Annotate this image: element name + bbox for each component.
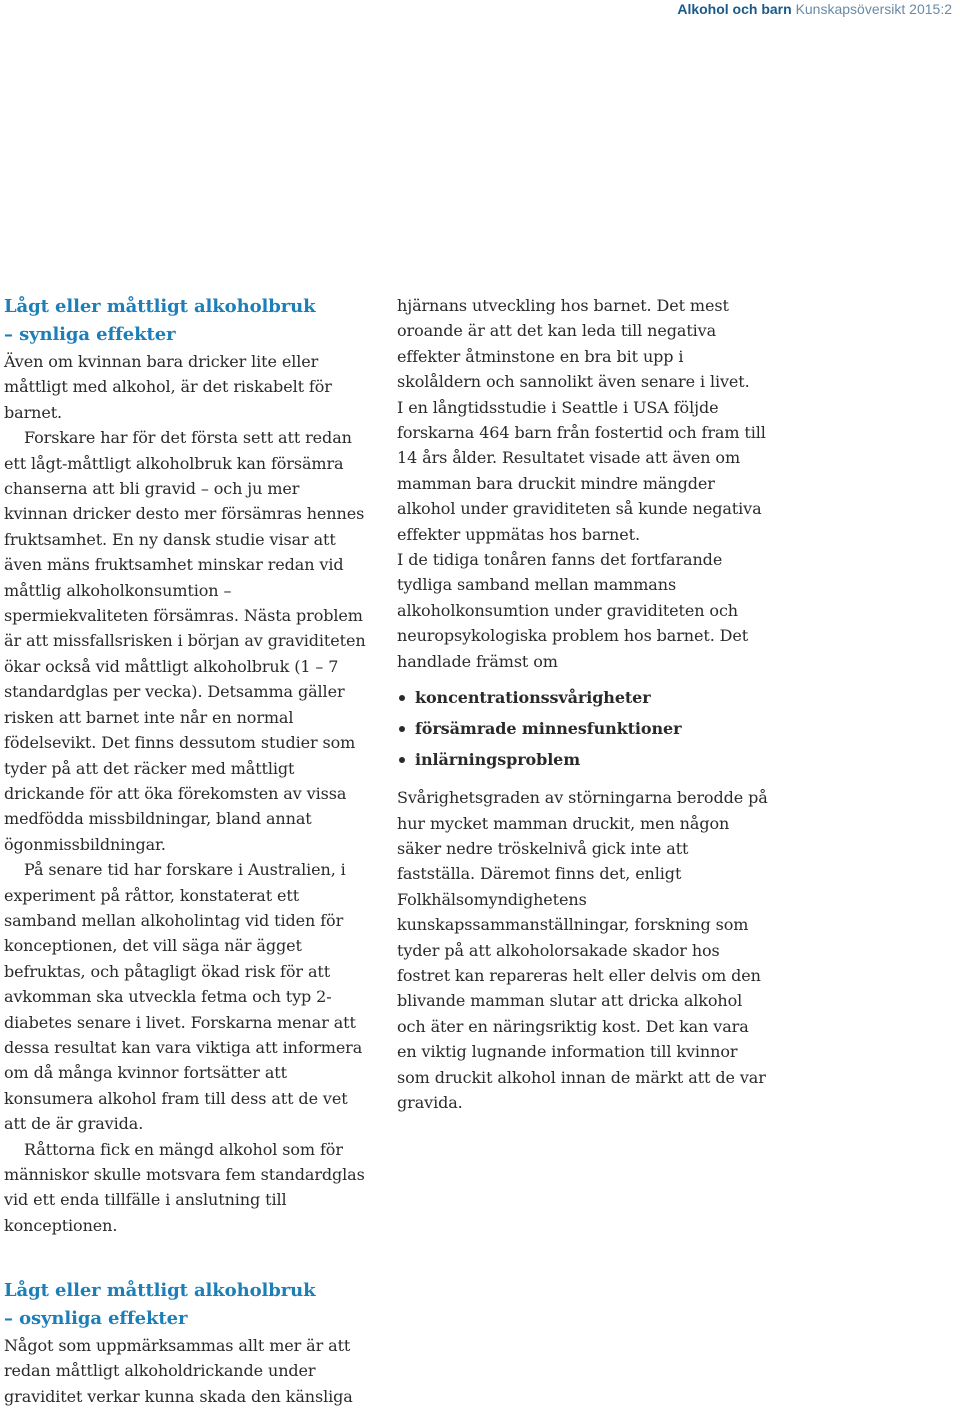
symptom-list — [397, 682, 769, 775]
body-paragraph: Svårighetsgraden av störningarna berodde på hur mycket mamman druckit, men någon säker nedre tröskelnivå gick inte att fastställa. Däremot finns det, enligt Folkhälsomyndighetens kunskapssammanställningar, forskning som tyder på att alkoholorsakade skador hos fostret kan repareras helt eller delvis om den blivande mamman slutar att dricka alkohol och äter en näringsriktig kost. Det kan vara en viktig lugnande information till kvinnor som druckit alkohol innan de märkt att de var gravida. — [397, 788, 768, 1112]
body-paragraph: I de tidiga tonåren fanns det fortfarande tydliga samband mellan mammans alkoholkonsumtion under graviditeten och neuropsykologiska problem hos barnet. Det handlade främst om — [397, 550, 749, 671]
body-paragraph: På senare tid har forskare i Australien, i experiment på råttor, konstaterat ett samband mellan alkoholintag vid tiden för konceptionen, det vill säga när ägget befruktas, och påtagligt ökad risk för att avkomman ska utveckla fetma och typ 2-diabetes senare i livet. Forskarna menar att dessa resultat kan vara viktiga att informera om då många kvinnor fortsätter att konsumera alkohol fram till dess att de vet att de är gravida. — [4, 860, 363, 1134]
header-subtitle: Kunskapsöversikt 2015:2 — [795, 1, 952, 17]
body-paragraph: I en långtidsstudie i Seattle i USA följde forskarna 464 barn från fostertid och fram till 14 års ålder. Resultatet visade att även om mamman bara druckit mindre mängder alkohol under graviditeten så kunde negativa effekter uppmätas hos barnet. — [397, 397, 766, 544]
right-column — [397, 293, 769, 1115]
left-column-bottom — [4, 1277, 370, 1409]
list-item: inlärningsproblem — [397, 744, 769, 775]
running-header — [677, 0, 952, 18]
list-item: koncentrationssvårigheter — [397, 682, 769, 713]
section-heading-visible-effects — [4, 293, 366, 349]
body-paragraph: hjärnans utveckling hos barnet. Det mest oroande är att det kan leda till negativa effekter åtminstone en bra bit upp i skolåldern och sannolikt även senare i livet. — [397, 296, 750, 392]
heading-line-1: Lågt eller måttligt alkoholbruk — [4, 1280, 316, 1301]
heading-line-2: – osynliga effekter — [4, 1308, 188, 1329]
body-paragraph: Forskare har för det första sett att redan ett lågt-måttligt alkoholbruk kan försämra chanserna att bli gravid – och ju mer kvinnan dricker desto mer försämras hennes fruktsamhet. En ny dansk studie visar att även mäns fruktsamhet minskar redan vid måttlig alkoholkonsumtion – spermiekvaliteten försämras. Nästa problem är att missfallsrisken i början av graviditeten ökar också vid måttligt alkoholbruk (1 – 7 standardglas per vecka). Detsamma gäller risken att barnet inte når en normal födelsevikt. Det finns dessutom studier som tyder på att det räcker med måttligt drickande för att öka förekomsten av vissa medfödda missbildningar, bland annat ögonmissbildningar. — [4, 428, 366, 854]
heading-line-2: – synliga effekter — [4, 324, 176, 345]
header-title: Alkohol och barn — [677, 1, 792, 17]
intro-paragraph: Något som uppmärksammas allt mer är att redan måttligt alkoholdrickande under graviditet verkar kunna skada den känsliga — [4, 1336, 353, 1406]
list-item: försämrade minnesfunktioner — [397, 713, 769, 744]
intro-paragraph: Även om kvinnan bara dricker lite eller måttligt med alkohol, är det riskabelt för barnet. — [4, 352, 332, 422]
section-heading-invisible-effects — [4, 1277, 370, 1333]
heading-line-1: Lågt eller måttligt alkoholbruk — [4, 296, 316, 317]
body-paragraph: Råttorna fick en mängd alkohol som för människor skulle motsvara fem standardglas vid ett enda tillfälle i anslutning till konceptionen. — [4, 1139, 365, 1235]
left-column — [4, 293, 366, 1238]
